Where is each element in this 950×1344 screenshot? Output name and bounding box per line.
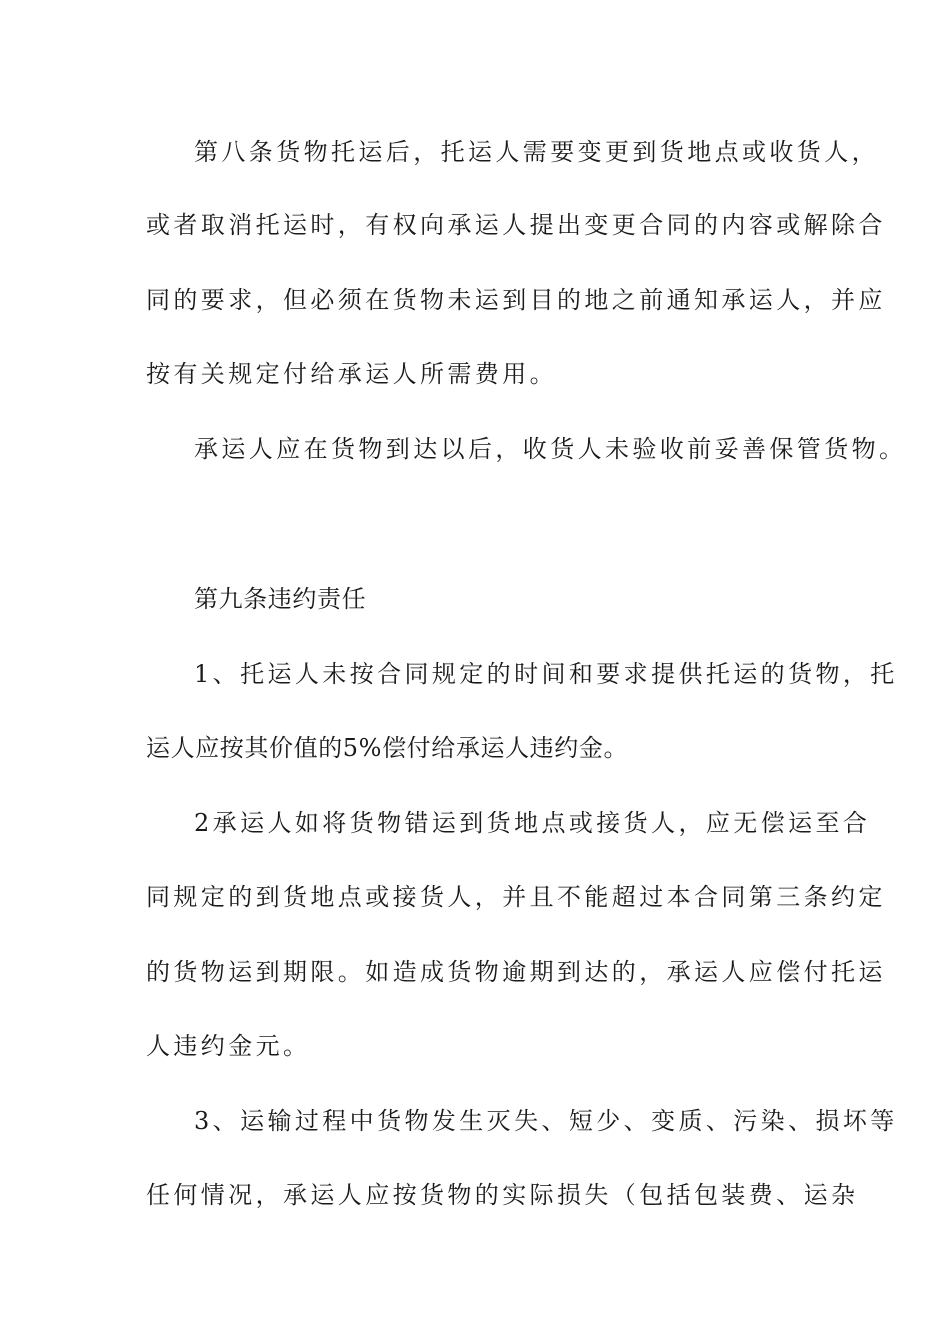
section-heading: 第九条违约责任 bbox=[194, 585, 367, 613]
text-line: 2承运人如将货物错运到货地点或接货人，应无偿运至合 bbox=[194, 809, 871, 837]
text-line: 按有关规定付给承运人所需费用。 bbox=[146, 360, 557, 388]
text-line: 第八条货物托运后，托运人需要变更到货地点或收货人， bbox=[194, 138, 879, 166]
text-line: 3、运输过程中货物发生灭失、短少、变质、污染、损坏等 bbox=[194, 1107, 898, 1135]
text-line: 运人应按其价值的5%偿付给承运人违约金。 bbox=[146, 734, 629, 762]
text-line: 1、托运人未按合同规定的时间和要求提供托运的货物，托 bbox=[194, 660, 898, 688]
text-line: 承运人应在货物到达以后，收货人未验收前妥善保管货物。 bbox=[194, 435, 907, 463]
text-line: 任何情况，承运人应按货物的实际损失（包括包装费、运杂 bbox=[146, 1181, 859, 1209]
text-line: 同规定的到货地点或接货人，并且不能超过本合同第三条约定 bbox=[146, 883, 886, 911]
text-line: 的货物运到期限。如造成货物逾期到达的，承运人应偿付托运 bbox=[146, 958, 886, 986]
text-line: 或者取消托运时，有权向承运人提出变更合同的内容或解除合 bbox=[146, 211, 886, 239]
text-line: 同的要求，但必须在货物未运到目的地之前通知承运人，并应 bbox=[146, 286, 886, 314]
text-line: 人违约金元。 bbox=[146, 1032, 311, 1060]
